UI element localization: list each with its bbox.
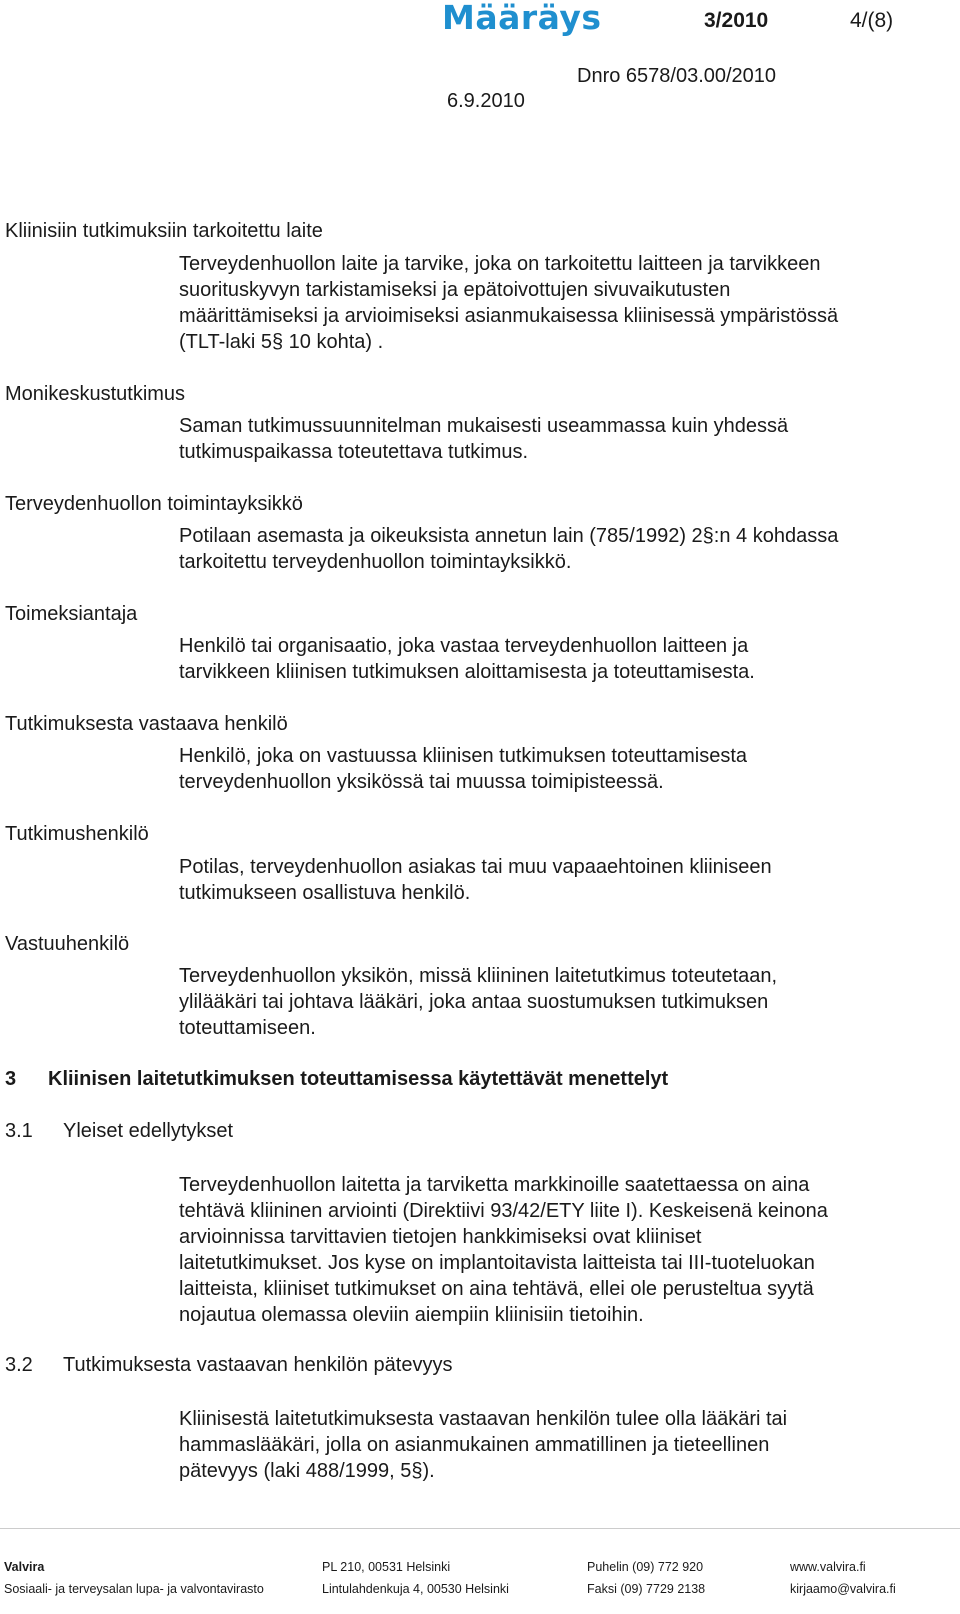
definition-text <box>179 413 939 465</box>
footer-postal-address: PL 210, 00531 Helsinki <box>322 1560 451 1574</box>
footer-website-link[interactable]: www.valvira.fi <box>790 1560 866 1574</box>
record-number: Dnro 6578/03.00/2010 <box>577 65 777 87</box>
subsection-paragraph <box>179 1172 939 1328</box>
document-date: 6.9.2010 <box>447 90 525 112</box>
paragraph-line: arvioinnissa tarvittavien tietojen hankkimiseksi ovat kliiniset <box>179 1226 702 1248</box>
paragraph-line: Terveydenhuollon laitetta ja tarviketta markkinoille saatettaessa on aina <box>179 1174 810 1196</box>
footer-phone: Puhelin (09) 772 920 <box>587 1560 704 1574</box>
paragraph-line: nojautua olemassa oleviin aiempiin kliinisiin tietoihin. <box>179 1304 644 1326</box>
definition-term: Toimeksiantaja <box>5 603 138 625</box>
definition-line: (TLT-laki 5§ 10 kohta) . <box>179 331 384 353</box>
definition-text <box>179 523 939 575</box>
definition-term: Terveydenhuollon toimintayksikkö <box>5 493 303 515</box>
paragraph-line: Kliinisestä laitetutkimuksesta vastaavan henkilön tulee olla lääkäri tai <box>179 1408 788 1430</box>
definition-line: Potilaan asemasta ja oikeuksista annetun lain (785/1992) 2§:n 4 kohdassa <box>179 525 839 547</box>
definition-term: Kliinisiin tutkimuksiin tarkoitettu laite <box>5 220 323 242</box>
definition-line: määrittämiseksi ja arvioimiseksi asianmukaisessa kliinisessä ympäristössä <box>179 305 839 327</box>
definition-line: ylilääkäri tai johtava lääkäri, joka antaa suostumuksen tutkimuksen <box>179 991 769 1013</box>
definition-text <box>179 633 939 685</box>
definition-line: tarvikkeen kliinisen tutkimuksen aloittamisesta ja toteuttamisesta. <box>179 661 755 683</box>
definition-line: Potilas, terveydenhuollon asiakas tai muu vapaaehtoinen kliiniseen <box>179 856 772 878</box>
definition-line: terveydenhuollon yksikössä tai muussa toimipisteessä. <box>179 771 664 793</box>
definition-term: Vastuuhenkilö <box>5 933 130 955</box>
definition-line: toteuttamiseen. <box>179 1017 316 1039</box>
footer-divider <box>0 1528 960 1529</box>
subsection-number: 3.1 <box>5 1120 33 1142</box>
definition-text <box>179 854 939 906</box>
subsection-title: Tutkimuksesta vastaavan henkilön pätevyys <box>63 1354 453 1376</box>
definition-line: suorituskyvyn tarkistamiseksi ja epätoivottujen sivuvaikutusten <box>179 279 731 301</box>
document-number: 3/2010 <box>704 9 769 32</box>
definition-term: Tutkimuksesta vastaava henkilö <box>5 713 288 735</box>
definition-line: tutkimuspaikassa toteutettava tutkimus. <box>179 441 529 463</box>
definition-line: tutkimukseen osallistuva henkilö. <box>179 882 471 904</box>
footer-email-link[interactable]: kirjaamo@valvira.fi <box>790 1582 896 1596</box>
section-number: 3 <box>5 1068 17 1090</box>
paragraph-line: tehtävä kliininen arviointi (Direktiivi 93/42/ETY liite I). Keskeisenä keinona <box>179 1200 828 1222</box>
footer-agency: Sosiaali- ja terveysalan lupa- ja valvontavirasto <box>4 1582 264 1596</box>
paragraph-line: laitteista, kliiniset tutkimukset on aina tehtävä, ellei ole perusteltua syytä <box>179 1278 814 1300</box>
definition-term: Monikeskustutkimus <box>5 383 186 405</box>
paragraph-line: hammaslääkäri, jolla on asianmukainen ammatillinen ja tieteellinen <box>179 1434 770 1456</box>
definition-line: Terveydenhuollon yksikön, missä kliininen laitetutkimus toteutetaan, <box>179 965 778 987</box>
definition-line: Henkilö tai organisaatio, joka vastaa terveydenhuollon laitteen ja <box>179 635 749 657</box>
subsection-paragraph <box>179 1406 939 1484</box>
subsection-number: 3.2 <box>5 1354 33 1376</box>
definition-line: tarkoitettu terveydenhuollon toimintayksikkö. <box>179 551 572 573</box>
definition-line: Terveydenhuollon laite ja tarvike, joka on tarkoitettu laitteen ja tarvikkeen <box>179 253 821 275</box>
definition-line: Henkilö, joka on vastuussa kliinisen tutkimuksen toteuttamisesta <box>179 745 748 767</box>
definition-text <box>179 963 939 1041</box>
paragraph-line: laitetutkimukset. Jos kyse on implantoitavista laitteista tai III-tuoteluokan <box>179 1252 815 1274</box>
definition-line: Saman tutkimussuunnitelman mukaisesti useammassa kuin yhdessä <box>179 415 789 437</box>
paragraph-line: pätevyys (laki 488/1999, 5§). <box>179 1460 435 1482</box>
page-number: 4/(8) <box>850 9 894 32</box>
footer-street-address: Lintulahdenkuja 4, 00530 Helsinki <box>322 1582 509 1596</box>
footer-brand: Valvira <box>4 1560 45 1574</box>
section-title: Kliinisen laitetutkimuksen toteuttamisessa käytettävät menettelyt <box>48 1068 669 1090</box>
footer-fax: Faksi (09) 7729 2138 <box>587 1582 706 1596</box>
subsection-title: Yleiset edellytykset <box>63 1120 234 1142</box>
definition-text <box>179 251 939 355</box>
definition-text <box>179 743 939 795</box>
document-type-title: Määräys <box>442 0 602 37</box>
definition-term: Tutkimushenkilö <box>5 823 149 845</box>
